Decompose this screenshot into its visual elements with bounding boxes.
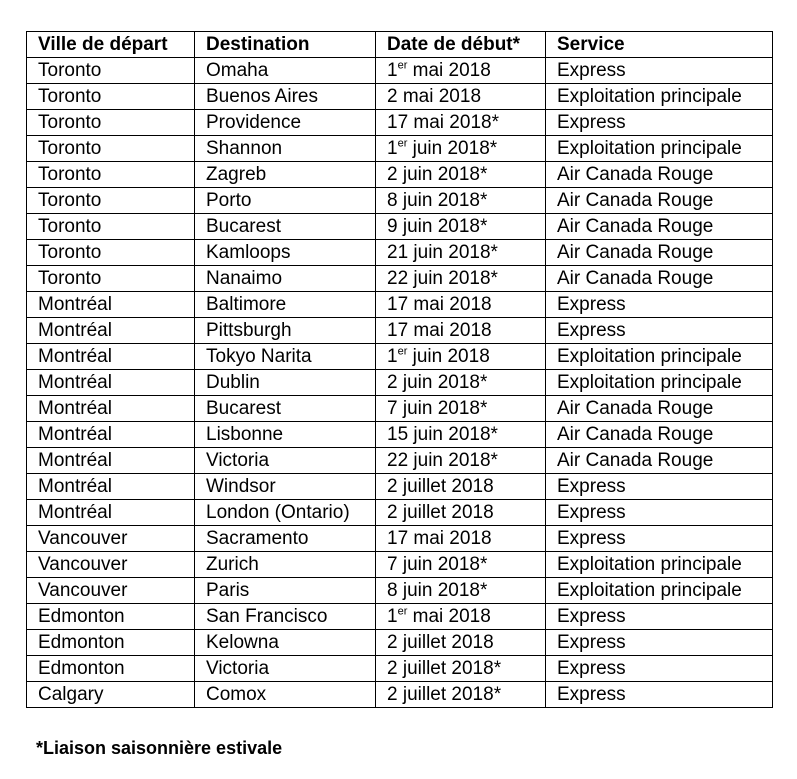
cell-service: Exploitation principale <box>546 344 773 370</box>
cell-depart: Edmonton <box>27 604 195 630</box>
date-text-rest: juin 2018* <box>407 138 498 159</box>
table-row <box>27 266 773 292</box>
date-text: 9 juin 2018* <box>387 216 488 237</box>
cell-destination: Dublin <box>195 370 376 396</box>
cell-depart: Toronto <box>27 214 195 240</box>
cell-date <box>376 162 546 188</box>
date-ordinal-suffix: er <box>397 605 408 618</box>
cell-date <box>376 526 546 552</box>
cell-depart: Montréal <box>27 396 195 422</box>
cell-date <box>376 136 546 162</box>
cell-date <box>376 240 546 266</box>
cell-destination: Nanaimo <box>195 266 376 292</box>
cell-destination: Paris <box>195 578 376 604</box>
date-text: 17 mai 2018 <box>387 294 492 315</box>
cell-service: Air Canada Rouge <box>546 240 773 266</box>
date-ordinal-suffix: er <box>397 345 408 358</box>
cell-date <box>376 110 546 136</box>
cell-date <box>376 682 546 708</box>
cell-destination: Kelowna <box>195 630 376 656</box>
cell-depart: Toronto <box>27 58 195 84</box>
table-row <box>27 552 773 578</box>
cell-destination: Sacramento <box>195 526 376 552</box>
header-destination: Destination <box>195 32 376 58</box>
cell-depart: Toronto <box>27 136 195 162</box>
cell-destination: Zagreb <box>195 162 376 188</box>
footnote: *Liaison saisonnière estivale <box>36 738 283 758</box>
cell-destination: San Francisco <box>195 604 376 630</box>
cell-depart: Montréal <box>27 422 195 448</box>
cell-service: Exploitation principale <box>546 84 773 110</box>
cell-service: Exploitation principale <box>546 370 773 396</box>
date-text: 15 juin 2018* <box>387 424 498 445</box>
cell-destination: Windsor <box>195 474 376 500</box>
table-row <box>27 604 773 630</box>
cell-destination: Baltimore <box>195 292 376 318</box>
cell-depart: Toronto <box>27 240 195 266</box>
cell-destination: Comox <box>195 682 376 708</box>
header-service: Service <box>546 32 773 58</box>
date-text: 17 mai 2018 <box>387 528 492 549</box>
table-row <box>27 214 773 240</box>
date-text: 8 juin 2018* <box>387 190 488 211</box>
date-text: 2 juillet 2018 <box>387 502 494 523</box>
cell-service: Exploitation principale <box>546 552 773 578</box>
cell-date <box>376 630 546 656</box>
cell-depart: Vancouver <box>27 578 195 604</box>
table-row <box>27 110 773 136</box>
cell-date <box>376 604 546 630</box>
cell-destination: Bucarest <box>195 214 376 240</box>
date-text-rest: mai 2018 <box>407 606 491 627</box>
cell-date <box>376 656 546 682</box>
cell-depart: Edmonton <box>27 630 195 656</box>
cell-depart: Vancouver <box>27 526 195 552</box>
date-ordinal-suffix: er <box>397 137 408 150</box>
table-row <box>27 630 773 656</box>
cell-date <box>376 396 546 422</box>
date-text: 2 juillet 2018 <box>387 632 494 653</box>
cell-depart: Toronto <box>27 110 195 136</box>
date-text: 2 juin 2018* <box>387 372 488 393</box>
cell-destination: Providence <box>195 110 376 136</box>
date-text: 2 mai 2018 <box>387 86 482 107</box>
table-row <box>27 396 773 422</box>
cell-service: Express <box>546 500 773 526</box>
cell-destination: Victoria <box>195 656 376 682</box>
cell-date <box>376 318 546 344</box>
header-date-de-debut: Date de début* <box>376 32 546 58</box>
date-text-rest: mai 2018 <box>407 60 491 81</box>
date-text: 21 juin 2018* <box>387 242 498 263</box>
cell-depart: Vancouver <box>27 552 195 578</box>
date-text: 8 juin 2018* <box>387 580 488 601</box>
cell-destination: Tokyo Narita <box>195 344 376 370</box>
date-text: 17 mai 2018 <box>387 320 492 341</box>
cell-service: Express <box>546 526 773 552</box>
table-row <box>27 500 773 526</box>
cell-service: Air Canada Rouge <box>546 214 773 240</box>
date-text: 1 <box>387 60 398 81</box>
cell-date <box>376 84 546 110</box>
date-text-rest: juin 2018 <box>407 346 490 367</box>
routes-table <box>26 31 773 708</box>
cell-depart: Toronto <box>27 188 195 214</box>
date-text: 17 mai 2018* <box>387 112 499 133</box>
routes-body <box>27 58 773 708</box>
cell-date <box>376 448 546 474</box>
cell-service: Express <box>546 292 773 318</box>
cell-service: Express <box>546 630 773 656</box>
date-text: 1 <box>387 346 398 367</box>
header-row <box>27 32 773 58</box>
cell-destination: Omaha <box>195 58 376 84</box>
cell-service: Express <box>546 604 773 630</box>
table-row <box>27 188 773 214</box>
cell-service: Express <box>546 474 773 500</box>
cell-destination: Kamloops <box>195 240 376 266</box>
table-row <box>27 162 773 188</box>
date-text: 7 juin 2018* <box>387 398 488 419</box>
table-row <box>27 448 773 474</box>
date-text: 1 <box>387 606 398 627</box>
cell-destination: London (Ontario) <box>195 500 376 526</box>
cell-date <box>376 214 546 240</box>
cell-service: Exploitation principale <box>546 578 773 604</box>
date-text: 2 juillet 2018* <box>387 684 502 705</box>
table-row <box>27 474 773 500</box>
table-row <box>27 578 773 604</box>
date-text: 2 juillet 2018 <box>387 476 494 497</box>
cell-depart: Montréal <box>27 292 195 318</box>
cell-depart: Montréal <box>27 370 195 396</box>
cell-service: Air Canada Rouge <box>546 422 773 448</box>
table-row <box>27 136 773 162</box>
cell-date <box>376 422 546 448</box>
cell-service: Air Canada Rouge <box>546 396 773 422</box>
cell-service: Air Canada Rouge <box>546 448 773 474</box>
date-ordinal-suffix: er <box>397 59 408 72</box>
cell-date <box>376 58 546 84</box>
date-text: 2 juillet 2018* <box>387 658 502 679</box>
cell-date <box>376 292 546 318</box>
table-row <box>27 656 773 682</box>
date-text: 22 juin 2018* <box>387 268 498 289</box>
cell-depart: Edmonton <box>27 656 195 682</box>
date-text: 1 <box>387 138 398 159</box>
cell-depart: Toronto <box>27 162 195 188</box>
cell-date <box>376 344 546 370</box>
table-row <box>27 682 773 708</box>
cell-destination: Porto <box>195 188 376 214</box>
cell-service: Exploitation principale <box>546 136 773 162</box>
cell-service: Express <box>546 58 773 84</box>
table-row <box>27 240 773 266</box>
table-row <box>27 58 773 84</box>
date-text: 2 juin 2018* <box>387 164 488 185</box>
date-text: 22 juin 2018* <box>387 450 498 471</box>
cell-destination: Victoria <box>195 448 376 474</box>
cell-depart: Montréal <box>27 448 195 474</box>
cell-depart: Montréal <box>27 318 195 344</box>
cell-date <box>376 266 546 292</box>
table-row <box>27 84 773 110</box>
table-row <box>27 344 773 370</box>
cell-depart: Montréal <box>27 474 195 500</box>
cell-destination: Pittsburgh <box>195 318 376 344</box>
cell-destination: Buenos Aires <box>195 84 376 110</box>
cell-date <box>376 474 546 500</box>
cell-service: Air Canada Rouge <box>546 188 773 214</box>
table-row <box>27 422 773 448</box>
cell-service: Express <box>546 110 773 136</box>
table-row <box>27 370 773 396</box>
cell-destination: Shannon <box>195 136 376 162</box>
cell-destination: Lisbonne <box>195 422 376 448</box>
table-row <box>27 526 773 552</box>
cell-depart: Montréal <box>27 500 195 526</box>
cell-depart: Toronto <box>27 266 195 292</box>
cell-depart: Toronto <box>27 84 195 110</box>
cell-service: Express <box>546 656 773 682</box>
date-text: 7 juin 2018* <box>387 554 488 575</box>
cell-service: Express <box>546 318 773 344</box>
cell-date <box>376 500 546 526</box>
table-row <box>27 292 773 318</box>
cell-destination: Bucarest <box>195 396 376 422</box>
cell-date <box>376 552 546 578</box>
header-ville-de-depart: Ville de départ <box>27 32 195 58</box>
cell-depart: Montréal <box>27 344 195 370</box>
cell-date <box>376 578 546 604</box>
cell-destination: Zurich <box>195 552 376 578</box>
cell-date <box>376 370 546 396</box>
table-row <box>27 318 773 344</box>
cell-depart: Calgary <box>27 682 195 708</box>
cell-service: Express <box>546 682 773 708</box>
cell-service: Air Canada Rouge <box>546 162 773 188</box>
cell-service: Air Canada Rouge <box>546 266 773 292</box>
cell-date <box>376 188 546 214</box>
